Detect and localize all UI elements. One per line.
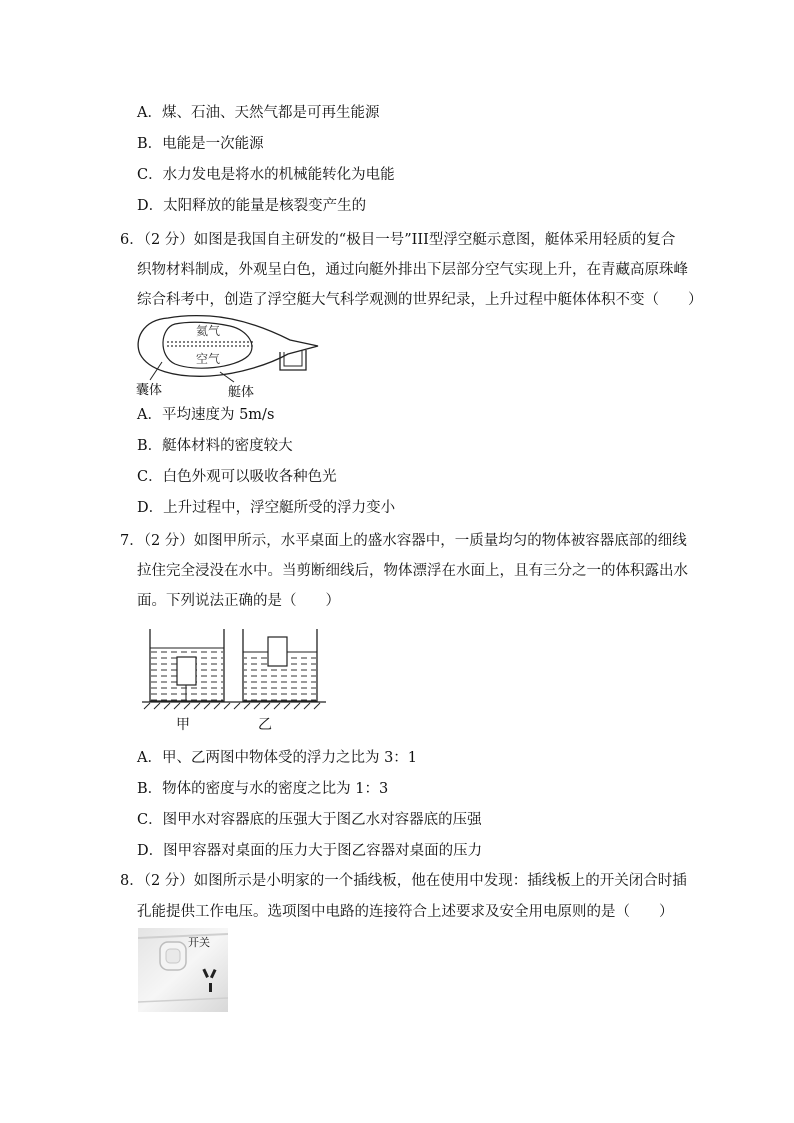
airship-figure: [130, 312, 330, 404]
label-helium: 氦气: [196, 324, 221, 338]
q6-stem-line2: 织物材料制成，外观呈白色，通过向艇外排出下层部分空气实现上升，在青藏高原珠峰: [137, 262, 688, 278]
q6-option-a: A．平均速度为 5m/s: [137, 407, 275, 423]
q7-stem-line1: 7．（2 分）如图甲所示，水平桌面上的盛水容器中，一质量均匀的物体被容器底部的细线: [120, 533, 687, 549]
object-left: [177, 657, 196, 685]
separator-band: [167, 339, 253, 349]
q6-option-b: B．艇体材料的密度较大: [137, 438, 293, 454]
q8-stem-line1: 8．（2 分）如图所示是小明家的一个插线板，他在使用中发现：插线板上的开关闭合时插: [120, 873, 687, 889]
label-switch: 开关: [188, 936, 210, 949]
q5-option-b: B．电能是一次能源: [137, 136, 264, 152]
label-yi: 乙: [258, 717, 272, 733]
q6-stem-line3: 综合科考中，创造了浮空艇大气科学观测的世界纪录，上升过程中艇体体积不变（ ）: [137, 292, 703, 308]
q5-option-a: A．煤、石油、天然气都是可再生能源: [137, 105, 380, 121]
q7-option-b: B．物体的密度与水的密度之比为 1：3: [137, 781, 389, 797]
q5-option-c: C．水力发电是将水的机械能转化为电能: [137, 167, 395, 183]
q7-stem-line2: 拉住完全浸没在水中。当剪断细线后，物体漂浮在水面上，且有三分之一的体积露出水: [137, 563, 688, 579]
label-hull: 艇体: [228, 385, 255, 400]
q5-option-d: D．太阳释放的能量是核裂变产生的: [137, 198, 367, 214]
containers-figure: [140, 625, 330, 735]
q7-stem-line3: 面。下列说法正确的是（ ）: [137, 593, 340, 609]
power-strip-figure: [138, 928, 228, 1012]
q7-option-c: C．图甲水对容器底的压强大于图乙水对容器底的压强: [137, 812, 482, 828]
q8-stem-line2: 孔能提供工作电压。选项图中电路的连接符合上述要求及安全用电原则的是（ ）: [137, 904, 674, 920]
object-right: [268, 637, 287, 666]
label-air: 空气: [196, 352, 221, 366]
q7-option-d: D．图甲容器对桌面的压力大于图乙容器对桌面的压力: [137, 843, 483, 859]
q6-stem-line1: 6．（2 分）如图是我国自主研发的“极目一号”III型浮空艇示意图，艇体采用轻质的复合: [120, 232, 676, 248]
q7-option-a: A．甲、乙两图中物体受的浮力之比为 3：1: [137, 750, 418, 766]
label-bag: 囊体: [136, 383, 163, 398]
label-jia: 甲: [176, 717, 190, 733]
q6-option-d: D．上升过程中，浮空艇所受的浮力变小: [137, 500, 396, 516]
q6-option-c: C．白色外观可以吸收各种色光: [137, 469, 337, 485]
